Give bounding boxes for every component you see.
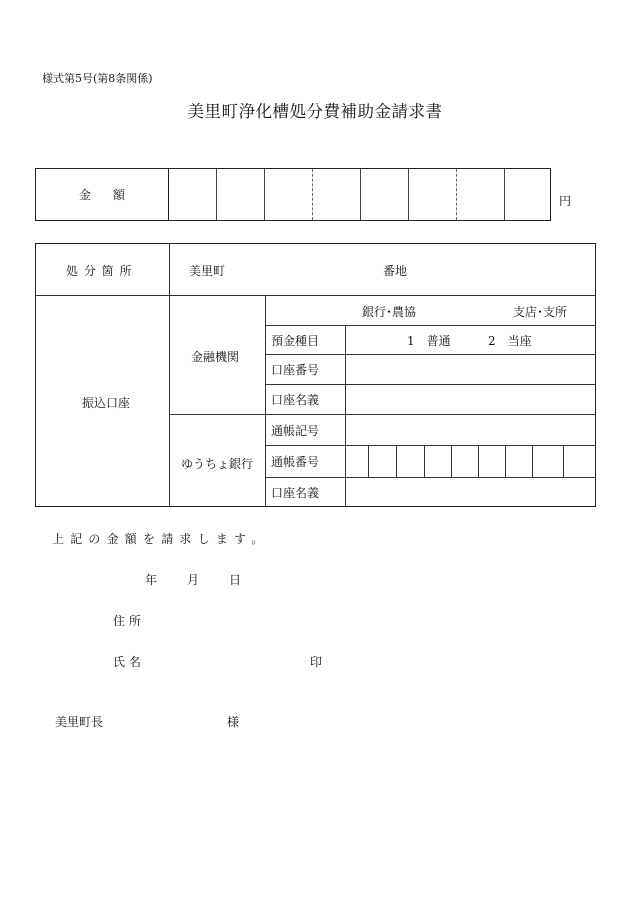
seal-mark: 印: [310, 655, 323, 669]
bank-account-number-label: 口座番号: [271, 363, 320, 377]
location-label: 処 分 箇 所: [66, 264, 133, 278]
passbook-digit-divider: [478, 445, 479, 477]
date-day: 日: [229, 573, 242, 587]
document-title: 美里町浄化槽処分費補助金請求書: [187, 102, 443, 121]
passbook-symbol-label: 通帳記号: [271, 424, 320, 438]
deposit-type-label: 預金種目: [271, 334, 320, 348]
table-divider: [169, 414, 595, 415]
table-divider: [265, 445, 595, 446]
passbook-digit-divider: [505, 445, 506, 477]
bank-account-name-label: 口座名義: [271, 393, 320, 407]
recipient: 美里町長: [55, 715, 104, 729]
address-label: 住 所: [113, 614, 141, 628]
table-divider: [345, 414, 346, 506]
location-town: 美里町: [189, 264, 226, 278]
date-year: 年: [145, 573, 158, 587]
honorific: 様: [227, 715, 240, 729]
deposit-option-current[interactable]: 2 当座: [488, 334, 532, 348]
table-divider: [265, 477, 595, 478]
yucho-label: ゆうちょ銀行: [181, 457, 254, 471]
passbook-digit-divider: [563, 445, 564, 477]
table-divider: [265, 384, 595, 385]
date-line: [145, 571, 241, 588]
table-divider: [345, 325, 346, 414]
amount-digit-cell[interactable]: [409, 169, 457, 220]
branch-kind: 支店･支所: [513, 305, 568, 319]
table-divider: [265, 325, 595, 326]
passbook-number-label: 通帳番号: [271, 455, 320, 469]
name-label: 氏 名: [113, 655, 141, 669]
amount-label: 金額: [36, 169, 169, 220]
table-divider: [169, 244, 170, 506]
yen-unit: 円: [559, 194, 572, 208]
amount-digit-cell[interactable]: [505, 169, 550, 220]
amount-digit-cell[interactable]: [265, 169, 313, 220]
location-banchi: 番地: [383, 264, 408, 278]
passbook-digit-divider: [532, 445, 533, 477]
table-divider: [36, 295, 595, 296]
passbook-digit-divider: [368, 445, 369, 477]
date-month: 月: [187, 573, 200, 587]
bank-kind: 銀行･農協: [362, 305, 417, 319]
yucho-account-name-label: 口座名義: [271, 486, 320, 500]
amount-digit-cell[interactable]: [361, 169, 409, 220]
amount-digit-cell[interactable]: [217, 169, 265, 220]
transfer-account-label: 振込口座: [82, 396, 131, 410]
amount-digit-cell[interactable]: [313, 169, 361, 220]
table-divider: [265, 354, 595, 355]
table-divider: [265, 295, 266, 506]
deposit-option-ordinary[interactable]: 1 普通: [407, 334, 451, 348]
form-number: 様式第5号(第8条関係): [42, 72, 153, 85]
account-table: [35, 243, 596, 507]
passbook-digit-divider: [424, 445, 425, 477]
amount-digit-cell[interactable]: [457, 169, 505, 220]
amount-box: [35, 168, 551, 221]
amount-digit-cell[interactable]: [169, 169, 217, 220]
bank-label: 金融機関: [191, 350, 240, 364]
request-statement: 上記の金額を請求します。: [52, 532, 270, 546]
passbook-digit-divider: [396, 445, 397, 477]
passbook-digit-divider: [451, 445, 452, 477]
